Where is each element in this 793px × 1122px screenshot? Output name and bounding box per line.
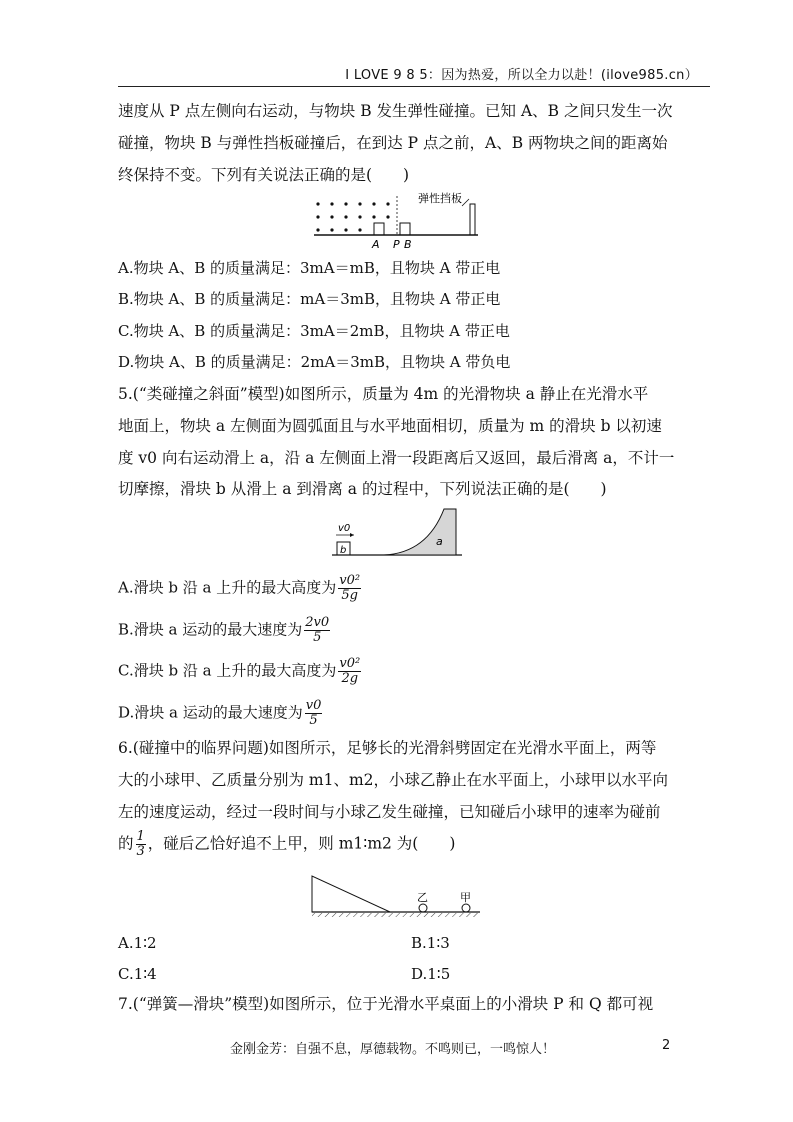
q5-option-b-text: B.滑块 a 运动的最大速度为 bbox=[118, 620, 303, 639]
label-yi: 乙 bbox=[417, 891, 428, 904]
fraction bbox=[304, 616, 330, 645]
label-b: B bbox=[404, 238, 412, 251]
q6-line-4-prefix: 的 bbox=[118, 834, 134, 853]
q4-option-b: B.物块 A、B 的质量满足：mA＝3mB，且物块 A 带正电 bbox=[118, 290, 501, 308]
q5-option-d-text: D.滑块 a 运动的最大速度为 bbox=[118, 703, 303, 722]
footer-motto: 金刚金芳：自强不息，厚德载物。不鸣则已，一鸣惊人！ bbox=[230, 1042, 556, 1057]
q5-option-c-text: C.滑块 b 沿 a 上升的最大高度为 bbox=[118, 661, 337, 680]
q6-line-3: 左的速度运动，经过一段时间与小球乙发生碰撞，已知碰后小球甲的速率为碰前 bbox=[118, 803, 661, 821]
q5-line-4: 切摩擦，滑块 b 从滑上 a 到滑离 a 的过程中，下列说法正确的是( ) bbox=[118, 480, 607, 498]
label-jia: 甲 bbox=[460, 891, 471, 904]
q5-option-d bbox=[118, 699, 324, 728]
label-a: A bbox=[372, 238, 380, 251]
ball-yi bbox=[419, 904, 427, 912]
denominator: 2g bbox=[341, 671, 359, 686]
q6-line-1: 6.(碰撞中的临界问题)如图所示，足够长的光滑斜劈固定在光滑水平面上，两等 bbox=[118, 739, 657, 757]
q5-option-a bbox=[118, 574, 363, 603]
q4-line-2: 碰撞，物块 B 与弹性挡板碰撞后，在到达 P 点之前，A、B 两物块之间的距离始 bbox=[118, 134, 668, 152]
q4-option-c: C.物块 A、B 的质量满足：3mA＝2mB，且物块 A 带正电 bbox=[118, 322, 510, 340]
q4-figure bbox=[312, 190, 482, 252]
header-divider bbox=[118, 86, 710, 87]
magnetic-field-dots bbox=[316, 202, 389, 231]
block-b bbox=[400, 223, 410, 235]
q6-option-b: B.1∶3 bbox=[411, 934, 450, 952]
q4-option-d: D.物块 A、B 的质量满足：2mA＝3mB，且物块 A 带负电 bbox=[118, 353, 511, 371]
numerator: v0² bbox=[339, 656, 361, 671]
q6-line-2: 大的小球甲、乙质量分别为 m1、m2，小球乙静止在水平面上，小球甲以水平向 bbox=[118, 771, 669, 789]
denominator: 5g bbox=[341, 588, 358, 603]
header-text: I LOVE 9 8 5：因为热爱，所以全力以赴！(ilove985.cn） bbox=[345, 68, 698, 83]
elastic-wall bbox=[470, 204, 475, 235]
q6-option-c: C.1∶4 bbox=[118, 965, 157, 983]
denominator: 5 bbox=[313, 630, 322, 645]
v0-label: v0 bbox=[338, 523, 351, 534]
numerator: 2v0 bbox=[305, 615, 330, 630]
fraction bbox=[338, 574, 361, 603]
numerator: 1 bbox=[136, 829, 145, 844]
label-b: b bbox=[340, 545, 347, 556]
fraction bbox=[338, 657, 361, 686]
fraction bbox=[305, 699, 323, 728]
q5-line-3: 度 v0 向右运动滑上 a，沿 a 左侧面上滑一段距离后又返回，最后滑离 a，不计一 bbox=[118, 449, 675, 467]
q6-line-4 bbox=[118, 830, 455, 859]
q5-line-1: 5.(“类碰撞之斜面”模型)如图所示，质量为 4m 的光滑物块 a 静止在光滑水平 bbox=[118, 385, 649, 403]
label-p: P bbox=[393, 238, 400, 251]
q5-option-a-text: A.滑块 b 沿 a 上升的最大高度为 bbox=[118, 578, 337, 597]
q4-line-1: 速度从 P 点左侧向右运动，与物块 B 发生弹性碰撞。已知 A、B 之间只发生一次 bbox=[118, 102, 673, 120]
q6-option-d: D.1∶5 bbox=[411, 965, 451, 983]
q5-figure bbox=[332, 505, 466, 559]
q6-figure bbox=[308, 870, 484, 920]
q4-line-3: 终保持不变。下列有关说法正确的是( ) bbox=[118, 166, 410, 184]
ball-jia bbox=[462, 904, 470, 912]
numerator: v0² bbox=[339, 573, 361, 588]
q5-line-2: 地面上，物块 a 左侧面为圆弧面且与水平地面相切，质量为 m 的滑块 b 以初速 bbox=[118, 417, 662, 435]
q7-line-1: 7.(“弹簧—滑块”模型)如图所示，位于光滑水平桌面上的小滑块 P 和 Q 都可视 bbox=[118, 995, 654, 1013]
block-a bbox=[374, 223, 384, 235]
block-a bbox=[384, 509, 456, 555]
page-number: 2 bbox=[662, 1038, 671, 1053]
q6-line-4-suffix: ，碰后乙恰好追不上甲，则 m1∶m2 为( ) bbox=[147, 834, 456, 853]
q6-option-a: A.1∶2 bbox=[118, 934, 157, 952]
label-a: a bbox=[436, 535, 443, 548]
denominator: 5 bbox=[309, 713, 318, 728]
numerator: v0 bbox=[305, 698, 322, 713]
denominator: 3 bbox=[136, 844, 145, 859]
q5-option-c bbox=[118, 657, 363, 686]
fraction-one-third bbox=[136, 830, 146, 859]
fixed-wedge bbox=[312, 876, 390, 912]
wall-label: 弹性挡板 bbox=[418, 192, 462, 205]
q5-option-b bbox=[118, 616, 332, 645]
q4-option-a: A.物块 A、B 的质量满足：3mA＝mB，且物块 A 带正电 bbox=[118, 259, 501, 277]
